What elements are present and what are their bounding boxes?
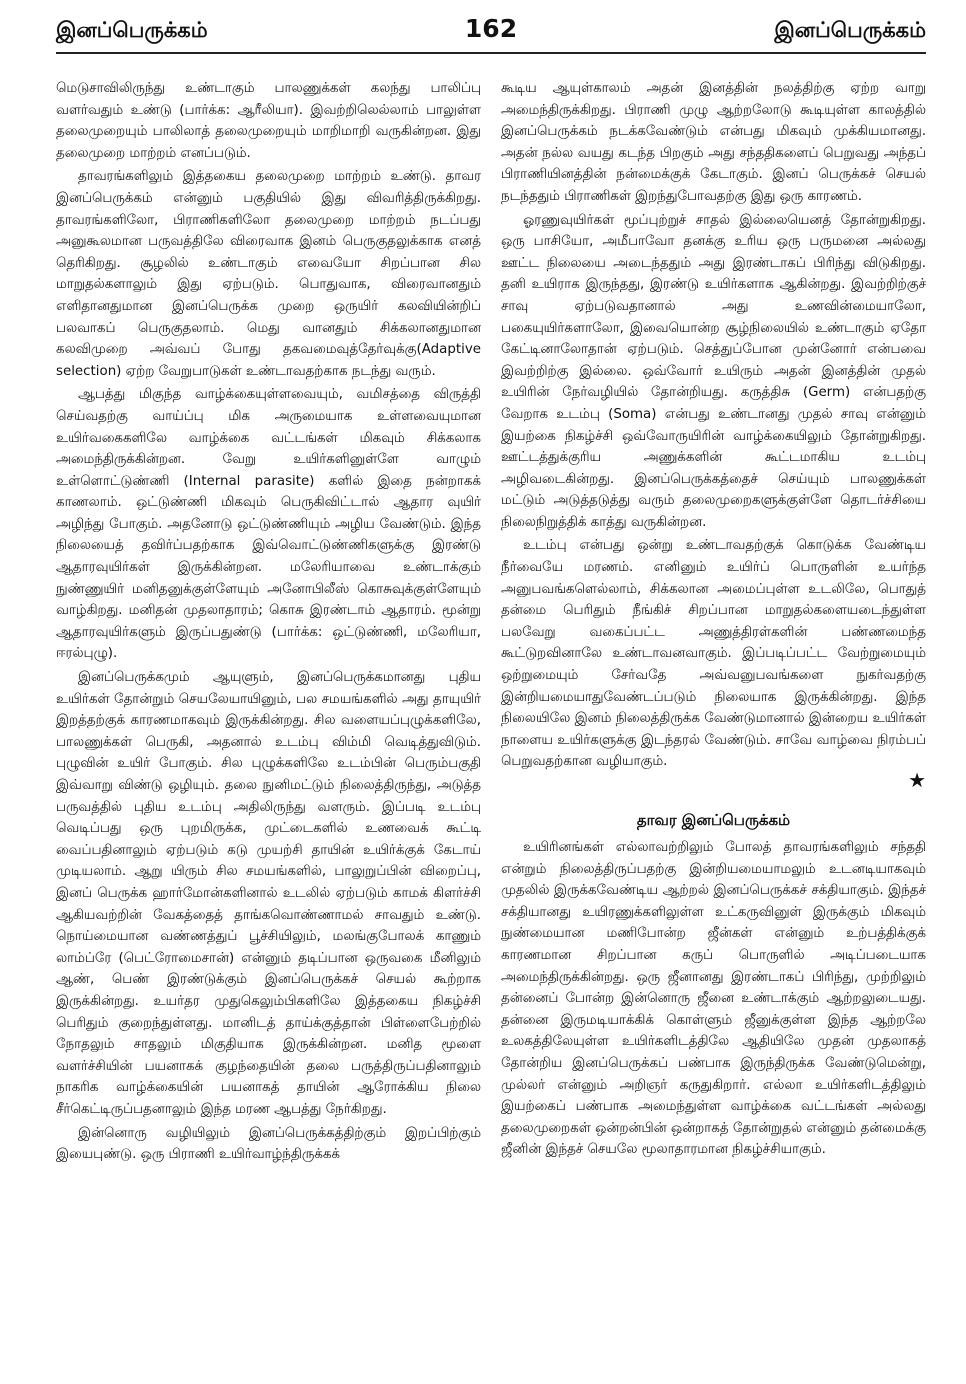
paragraph: ஆபத்து மிகுந்த வாழ்க்கையுள்ளவையும், வமிசத்தை விருத்தி செய்வதற்கு வாய்ப்பு மிக அருமையாக உள்ளவையுமான உயிர்வகைகளிலே வாழ்க்கை வட்டங்கள் மிகவும் சிக்கலாக அமைந்திருக்கின்றன. வேறு உயிர்களினுள்ளே வாழும் உள்ளொட்டுண்ணி (Internal parasite) களில் இதை நன்றாகக் காணலாம். ஒட்டுண்ணி மிகவும் பெருகிவிட்டால் ஆதார வுயிர் அழிந்து போகும். அதனோடு ஒட்டுண்ணியும் அழிய வேண்டும். இந்த நிலையைத் தவிர்ப்பதற்காக இவ்வொட்டுண்ணிகளுக்கு இரண்டு ஆதாரவுயிர்கள் இருக்கின்றன. மலேரியாவை உண்டாக்கும் நுண்ணுயிர் மனிதனுக்குள்ளேயும் அனோபிலீஸ் கொசுவுக்குள்ளேயும் வாழ்கிறது. மனிதன் முதலாதாரம்; கொசு இரண்டாம் ஆதாரம். மூன்று ஆதாரவுயிர்களும் இருப்பதுண்டு (பார்க்க: ஒட்டுண்ணி, மலேரியா, ஈரல்புழு). xyxy=(56,387,481,662)
paragraph: இனப்பெருக்கமும் ஆயுளும், இனப்பெருக்கமானது புதிய உயிர்கள் தோன்றும் செயலேயாயினும், பல சமயங்களில் அது தாயுயிர் இறத்தற்குக் காரணமாகவும் இருக்கின்றது. சில வளையப்புழுக்களிலே, பாலணுக்கள் பெருகி, அதனால் உடம்பு விம்மி வெடித்துவிடும். புழுவின் உயிர் போகும். சில புழுக்களிலே உடம்பின் பெரும்பகுதி இவ்வாறு விண்டு ஒழியும். தலை நுனிமட்டும் நிலைத்திருந்து, அடுத்த பருவத்தில் புதிய உடம்பு அதிலிருந்து வளரும். இப்படி உடம்பு வெடிப்பது ஒரு புறமிருக்க, முட்டைகளில் உணவைக் கூட்டி வைப்பதினாலும் ஏற்படும் கடு முயற்சி தாயின் உயிர்க்குக் கேடாய் முடியலாம். ஆறு யிரும் சில சமயங்களில், பாலுறுப்பின் விறைப்பு, இனப் பெருக்க ஹார்மோன்களினால் உடலில் ஏற்படும் காமக் கிளர்ச்சி ஆகியவற்றின் வேகத்தைத் தாங்கவொண்ணாமல் சாவதும் உண்டு. நொய்மையான வண்ணத்துப் பூச்சியிலும், மலங்குபோலக் காணும் லாம்ப்ரே (பெட்ரோமைசான்) என்னும் தடிப்பான ஒருவகை மீனிலும் ஆண், பெண் இரண்டுக்கும் இனப்பெருக்கச் செயல் கூற்றாக இருக்கின்றது. உயர்தர முதுகெலும்பிகளிலே இத்தகைய நிகழ்ச்சி பெரிதும் குறைந்துள்ளது. மானிடத் தாய்க்குத்தான் பிள்ளைபேற்றில் நோதலும் சாதலும் மிகுதியாக இருக்கின்றன. மனித மூளை வளர்ச்சியின் பயனாகக் குழந்தையின் தலை பருத்திருப்பதினாலும் நாகரிக வாழ்க்கையின் பயனாகத் தாயின் ஆரோக்கிய நிலை சீர்கெட்டிருப்பதனாலும் இந்த மரண ஆபத்து நேர்கிறது. xyxy=(56,670,481,1117)
paragraph: உயிரினங்கள் எல்லாவற்றிலும் போலத் தாவரங்களிலும் சந்ததி என்றும் நிலைத்திருப்பதற்கு இன்றியமையாமலும் உடனடியாகவும் முதலில் இருக்கவேண்டிய ஆற்றல் இனப்பெருக்கச் சக்தியாகும். இந்தச் சக்தியானது உயிரணுக்களிலுள்ள உட்கருவினுள் இருக்கும் மிகவும் நுண்மையான மணிபோன்ற ஜீன்கள் என்னும் உற்பத்திக்குக் காரணமான சிறப்பான கருப் பொருளில் அடிப்படையாக அமைந்திருக்கின்றது. ஒரு ஜீனானது இரண்டாகப் பிரிந்து, முற்றிலும் தன்னைப் போன்ற இன்னொரு ஜீனை உண்டாக்கும் ஆற்றலுடையது. தன்னை இருமடியாக்கிக் கொள்ளும் ஜீனுக்குள்ள இந்த ஆற்றலே உலகத்திலேயுள்ள உயிர்களிடத்திலே ஆதியிலே முதன் முதலாகத் தோன்றிய இனப்பெருக்கப் பண்பாக இருந்திருக்க வேண்டுமென்று, முல்லர் என்னும் அறிஞர் கருதுகிறார். எல்லா உயிர்களிடத்திலும் இயற்கைப் பண்பாக அமைந்துள்ள வாழ்க்கை வட்டங்கள் அல்லது தலைமுறைகள் ஒன்றன்பின் ஒன்றாகத் தோன்றுதல் என்னும் தன்மைக்கு ஜீனின் இந்தச் செயலே மூலாதாரமான நிகழ்ச்சியாகும். xyxy=(501,840,926,1158)
paragraph: இன்னொரு வழியிலும் இனப்பெருக்கத்திற்கும் இறப்பிற்கும் இயைபுண்டு. ஒரு பிராணி உயிர்வாழ்ந்திருக்கக் xyxy=(56,1125,481,1163)
paragraph: உடம்பு என்பது ஒன்று உண்டாவதற்குக் கொடுக்க வேண்டிய நீர்வையே மரணம். எனினும் உயிர்ப் பொருளின் உயர்ந்த அனுபவங்களெல்லாம், சிக்கலான அமைப்புள்ள உடலிலே, பொதுத் தன்மை பெரிதும் நீங்கிச் சிறப்பான மாறுதல்களையடைந்துள்ள பலவேறு வகைப்பட்ட அணுத்திரள்களின் பண்ணமைந்த கூட்டுறவினாலே உண்டாவனவாகும். இப்படிப்பட்ட வேற்றுமையும் ஒற்றுமையும் சேர்வதே அவ்வனுபவங்களை நுகர்வதற்கு இன்றியமையாதுவேண்டப்படும் நிலையாக இருக்கின்றது. இந்த நிலையிலே இனம் நிலைத்திருக்க வேண்டுமானால் இன்றைய உயிர்கள் நாளைய உயிர்களுக்கு இடந்தரல் வேண்டும். சாவே வாழ்வை நிரம்பப் பெறுவதற்கான வழியாகும். xyxy=(501,538,926,770)
section-end-star-icon: ★ xyxy=(908,768,926,792)
page-header xyxy=(56,14,926,54)
paragraph: ஓரணுவுயிர்கள் மூப்புற்றுச் சாதல் இல்லையெனத் தோன்றுகிறது. ஒரு பாசியோ, அமீபாவோ தனக்கு உரிய ஒரு பருமனை அல்லது ஊட்ட நிலையை அடைந்ததும் அது இரண்டாகப் பிரிந்து விடுகிறது. தனி உயிராக இருந்தது, இரண்டு உயிர்களாக ஆகின்றது. இவற்றிற்குச் சாவு ஏற்படுவதானால் அது உணவின்மையாலோ, பகையுயிர்களாலோ, இவையொன்ற சூழ்நிலையில் உண்டாகும் ஏதோ கேட்டினாலோதான் ஏற்படும். செத்துப்போன முன்னோர் என்பவை இவற்றிற்கு இல்லை. ஒவ்வோர் உயிரும் அதன் இனத்தின் முதல் உயிரின் நேர்வழியில் தோன்றியது. கருத்திசு (Germ) என்பதற்கு வேறாக உடம்பு (Soma) என்பது உண்டானது முதல் சாவு என்னும் இயற்கை நிகழ்ச்சி ஒவ்வோருயிரின் வாழ்க்கையிலும் தோன்றுகிறது. ஊட்டத்துக்குரிய அணுக்களின் கூட்டமாகிய உடம்பு அழிவடைகின்றது. இனப்பெருக்கத்தைச் செய்யும் பாலணுக்கள் மட்டும் அடுத்தடுத்து வரும் தலைமுறைகளுக்குள்ளே தொடர்ச்சியை நிலைநிறுத்திக் காத்து வருகின்றன. xyxy=(501,212,926,530)
page-number: 162 xyxy=(464,14,518,43)
section-heading: தாவர இனப்பெருக்கம் xyxy=(636,811,791,829)
right-column xyxy=(501,78,926,1168)
paragraph: கூடிய ஆயுள்காலம் அதன் இனத்தின் நலத்திற்கு ஏற்ற வாறு அமைந்திருக்கிறது. பிராணி முழு ஆற்றலோடு கூடியுள்ள காலத்தில் இனப்பெருக்கம் நடக்கவேண்டும் என்பது மிகவும் முக்கியமானது. அதன் நல்ல வயது கடந்த பிறகும் அது சந்ததிகளைப் பெறுவது அந்தப் பிராணியினத்தின் நன்மைக்குக் கேடாகும். இனப் பெருக்கச் செயல் நடந்ததும் பிராணிகள் இறந்துபோவதற்கு இது ஒரு காரணம். xyxy=(501,81,926,204)
running-title-right: இனப்பெருக்கம் xyxy=(774,18,926,42)
paragraph: தாவரங்களிலும் இத்தகைய தலைமுறை மாற்றம் உண்டு. தாவர இனப்பெருக்கம் என்னும் பகுதியில் இது விவரித்திருக்கிறது. தாவரங்களிலோ, பிராணிகளிலோ தலைமுறை மாற்றம் நடப்பது அனுகூலமான பருவத்திலே விரைவாக இனம் பெருகுதலுக்காக எனத் தெரிகிறது. சூழலில் உண்டாகும் எவையோ சிறப்பான சில மாறுதல்களாலும் இது ஏற்படும். பொதுவாக, விரைவானதும் எளிதானதுமான இனப்பெருக்க முறை ஒருயிர் கலவியின்றிப் பலவாகப் பெருகுதலாம். மெது வானதும் சிக்கலானதுமான கலவிமுறை அவ்வப் போது தகவமைவுத்தேர்வுக்கு(Adaptive selection) ஏற்ற வேறுபாடுகள் உண்டாவதற்காக நடந்து வரும். xyxy=(56,169,481,379)
left-column xyxy=(56,78,481,1168)
running-title-left: இனப்பெருக்கம் xyxy=(56,18,208,42)
paragraph: மெடுசாவிலிருந்து உண்டாகும் பாலணுக்கள் கலந்து பாலிப்பு வளர்வதும் உண்டு (பார்க்க: ஆரீலியா). இவற்றிலெல்லாம் பாலுள்ள தலைமுறையும் பாலிலாத் தலைமுறையும் மாறிமாறி வருகின்றன. இது தலைமுறை மாற்றம் எனப்படும். xyxy=(56,81,481,161)
two-column-body xyxy=(56,78,926,1168)
